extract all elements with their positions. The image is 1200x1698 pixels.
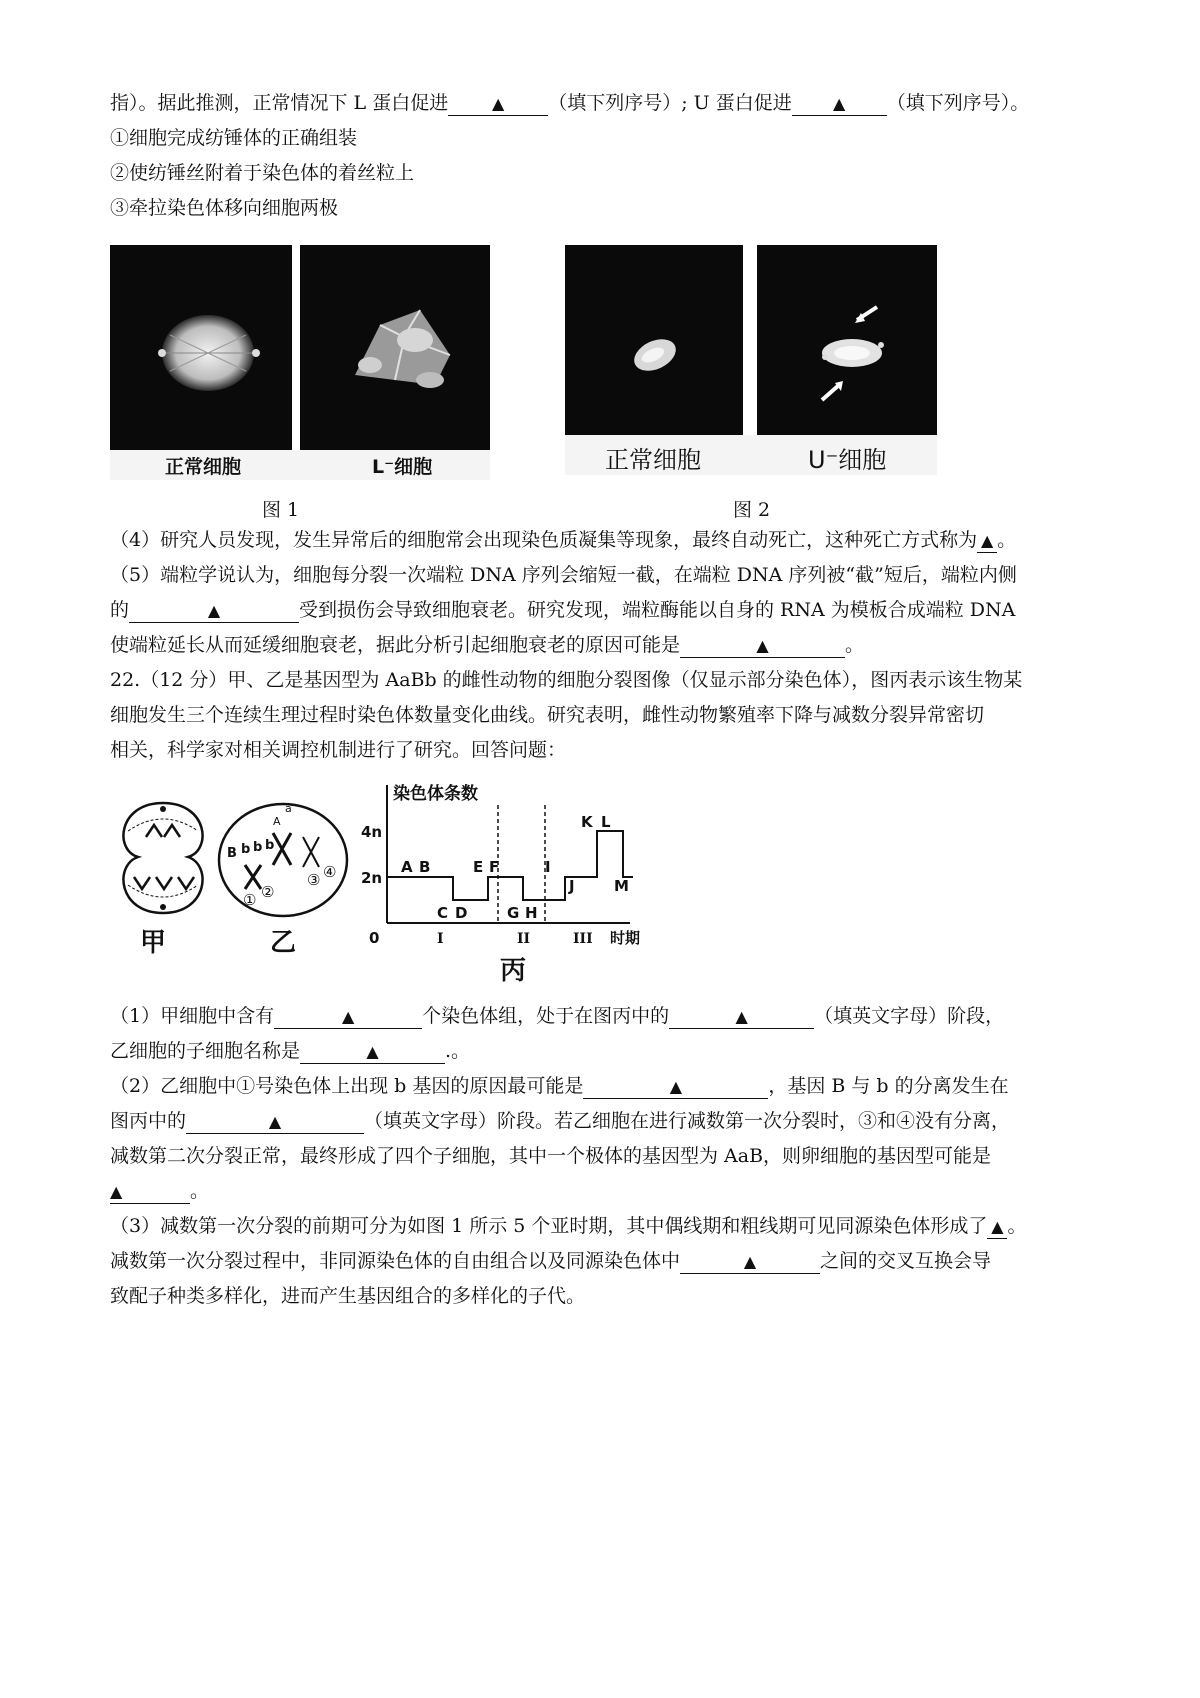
stage-label: I bbox=[437, 931, 444, 945]
gene-label: b bbox=[253, 840, 263, 855]
normal-cell-photo bbox=[110, 245, 292, 450]
answer-blank[interactable]: ▲ bbox=[680, 634, 845, 658]
q21-option-1: ①细胞完成纺锤体的正确组装 bbox=[110, 127, 358, 149]
answer-blank[interactable]: ▲ bbox=[186, 1110, 364, 1134]
answer-blank[interactable]: ▲ bbox=[583, 1075, 768, 1099]
q21-line1 bbox=[110, 90, 1029, 116]
q21-part5-line3: 使端粒延长从而延缓细胞衰老，据此分析引起细胞衰老的原因可能是 ▲ 。 bbox=[110, 634, 865, 656]
aligned-chromosomes-image bbox=[565, 245, 743, 435]
figure-2-label-u-minus: U⁻细胞 bbox=[808, 446, 887, 474]
answer-blank[interactable]: ▲ bbox=[110, 1180, 190, 1204]
q22-part2-line2: 图丙中的 ▲ （填英文字母）阶段。若乙细胞在进行减数第一次分裂时，③和④没有分离， bbox=[110, 1110, 1011, 1132]
q21-line1-text-a: 指）。据此推测，正常情况下 L 蛋白促进 bbox=[110, 92, 449, 114]
normal-cell-photo-2 bbox=[565, 245, 743, 435]
answer-blank[interactable]: ▲ bbox=[987, 1215, 1007, 1239]
answer-blank[interactable]: ▲ bbox=[680, 1250, 820, 1274]
stage-label: II bbox=[517, 931, 531, 945]
q22-part1-line1: （1）甲细胞中含有 ▲ 个染色体组，处于在图丙中的 ▲ （填英文字母）阶段， bbox=[110, 1005, 1005, 1027]
point-label: D bbox=[455, 904, 468, 922]
figure-2-label-normal: 正常细胞 bbox=[605, 446, 701, 474]
q22-part3-line1: （3）减数第一次分裂的前期可分为如图 1 所示 5 个亚时期，其中偶线期和粗线期可见同源染色体形成了 ▲ 。 bbox=[110, 1215, 1027, 1237]
point-label: H bbox=[525, 904, 538, 922]
q22-part3-line3: 致配子种类多样化，进而产生基因组合的多样化的子代。 bbox=[110, 1285, 586, 1307]
point-label: J bbox=[569, 877, 575, 895]
label-bing: 丙 bbox=[500, 956, 527, 986]
q22-part2-line3: 减数第二次分裂正常，最终形成了四个子细胞，其中一个极体的基因型为 AaB，则卵细胞的基因型可能是 bbox=[110, 1145, 992, 1167]
q21-part5-line2: 的 ▲ 受到损伤会导致细胞衰老。研究发现，端粒酶能以自身的 RNA 为模板合成端粒 DNA bbox=[110, 599, 1016, 621]
label-jia: 甲 bbox=[140, 928, 167, 958]
point-label: I bbox=[545, 858, 551, 876]
q22-intro-line1: 22.（12 分）甲、乙是基因型为 AaBb 的雌性动物的细胞分裂图像（仅显示部分染色体），图丙表示该生物某 bbox=[110, 669, 1023, 691]
stage-label: III bbox=[573, 931, 593, 945]
answer-blank[interactable]: ▲ bbox=[274, 1005, 422, 1029]
l-minus-cell-photo bbox=[300, 245, 490, 450]
cell-diagram-jia bbox=[108, 795, 218, 925]
y-axis-label: 染色体条数 bbox=[393, 784, 478, 804]
point-label: M bbox=[614, 877, 629, 895]
chromosome-number: ② bbox=[261, 883, 275, 901]
q22-part2-line1: （2）乙细胞中①号染色体上出现 b 基因的原因最可能是 ▲ ，基因 B 与 b 的分离发生在 bbox=[110, 1075, 1009, 1097]
figure-1-label-normal: 正常细胞 bbox=[165, 456, 242, 478]
label-yi: 乙 bbox=[270, 928, 297, 958]
point-label: B bbox=[419, 858, 431, 876]
answer-blank[interactable]: ▲ bbox=[129, 599, 299, 623]
gene-label: b bbox=[241, 842, 251, 857]
q21-line1-text-c: （填下列序号）。 bbox=[886, 92, 1030, 114]
gene-label: b bbox=[265, 838, 275, 853]
y-tick-label: 2n bbox=[361, 869, 383, 887]
spindle-image bbox=[110, 245, 292, 450]
gene-label: a bbox=[285, 802, 292, 815]
q22-intro-line3: 相关，科学家对相关调控机制进行了研究。回答问题： bbox=[110, 739, 567, 761]
answer-blank[interactable]: ▲ bbox=[300, 1040, 445, 1064]
answer-blank[interactable]: ▲ bbox=[792, 92, 887, 116]
gene-label: B bbox=[227, 846, 237, 861]
figure-1-caption: 图 1 bbox=[262, 499, 300, 521]
x-axis-label: 时期 bbox=[610, 929, 641, 945]
origin-label: 0 bbox=[369, 929, 380, 945]
q21-option-3: ③牵拉染色体移向细胞两极 bbox=[110, 197, 339, 219]
point-label: G bbox=[507, 904, 520, 922]
u-minus-cell-photo bbox=[757, 245, 937, 435]
point-label: C bbox=[437, 904, 449, 922]
answer-blank[interactable]: ▲ bbox=[448, 92, 548, 116]
abnormal-spindle-image bbox=[300, 245, 490, 450]
q21-option-2: ②使纺锤丝附着于染色体的着丝粒上 bbox=[110, 162, 415, 184]
gene-label: A bbox=[273, 815, 281, 828]
misaligned-chromosomes-image bbox=[757, 245, 937, 435]
point-label: E bbox=[473, 858, 484, 876]
answer-blank[interactable]: ▲ bbox=[977, 529, 997, 553]
q22-intro-line2: 细胞发生三个连续生理过程时染色体数量变化曲线。研究表明，雌性动物繁殖率下降与减数分裂异常密切 bbox=[110, 704, 985, 726]
figure-1-label-l-minus: L⁻细胞 bbox=[372, 456, 433, 478]
y-tick-label: 4n bbox=[361, 823, 383, 841]
answer-blank[interactable]: ▲ bbox=[669, 1005, 814, 1029]
q22-part2-line4: ▲ 。 bbox=[110, 1180, 210, 1202]
point-label: A bbox=[401, 858, 413, 876]
chromosome-number: ④ bbox=[323, 863, 337, 881]
q22-part3-line2: 减数第一次分裂过程中，非同源染色体的自由组合以及同源染色体中 ▲ 之间的交叉互换会导 bbox=[110, 1250, 992, 1272]
q21-part5-line1: （5）端粒学说认为，细胞每分裂一次端粒 DNA 序列会缩短一截，在端粒 DNA 序列被“截”短后，端粒内侧 bbox=[110, 564, 1017, 586]
q22-part1-line2: 乙细胞的子细胞名称是 ▲ .。 bbox=[110, 1040, 471, 1062]
chromosome-count-chart bbox=[355, 775, 665, 945]
point-label: L bbox=[601, 813, 611, 831]
q21-part4: （4）研究人员发现，发生异常后的细胞常会出现染色质凝集等现象，最终自动死亡，这种死亡方式称为 ▲ 。 bbox=[110, 529, 1017, 551]
figure-2-caption: 图 2 bbox=[733, 499, 771, 521]
cell-diagram-yi bbox=[215, 795, 355, 925]
point-label: F bbox=[489, 858, 500, 876]
chromosome-number: ① bbox=[243, 891, 257, 909]
point-label: K bbox=[581, 813, 593, 831]
chromosome-number: ③ bbox=[307, 871, 321, 889]
q21-line1-text-b: （填下列序号）; U 蛋白促进 bbox=[548, 92, 792, 114]
